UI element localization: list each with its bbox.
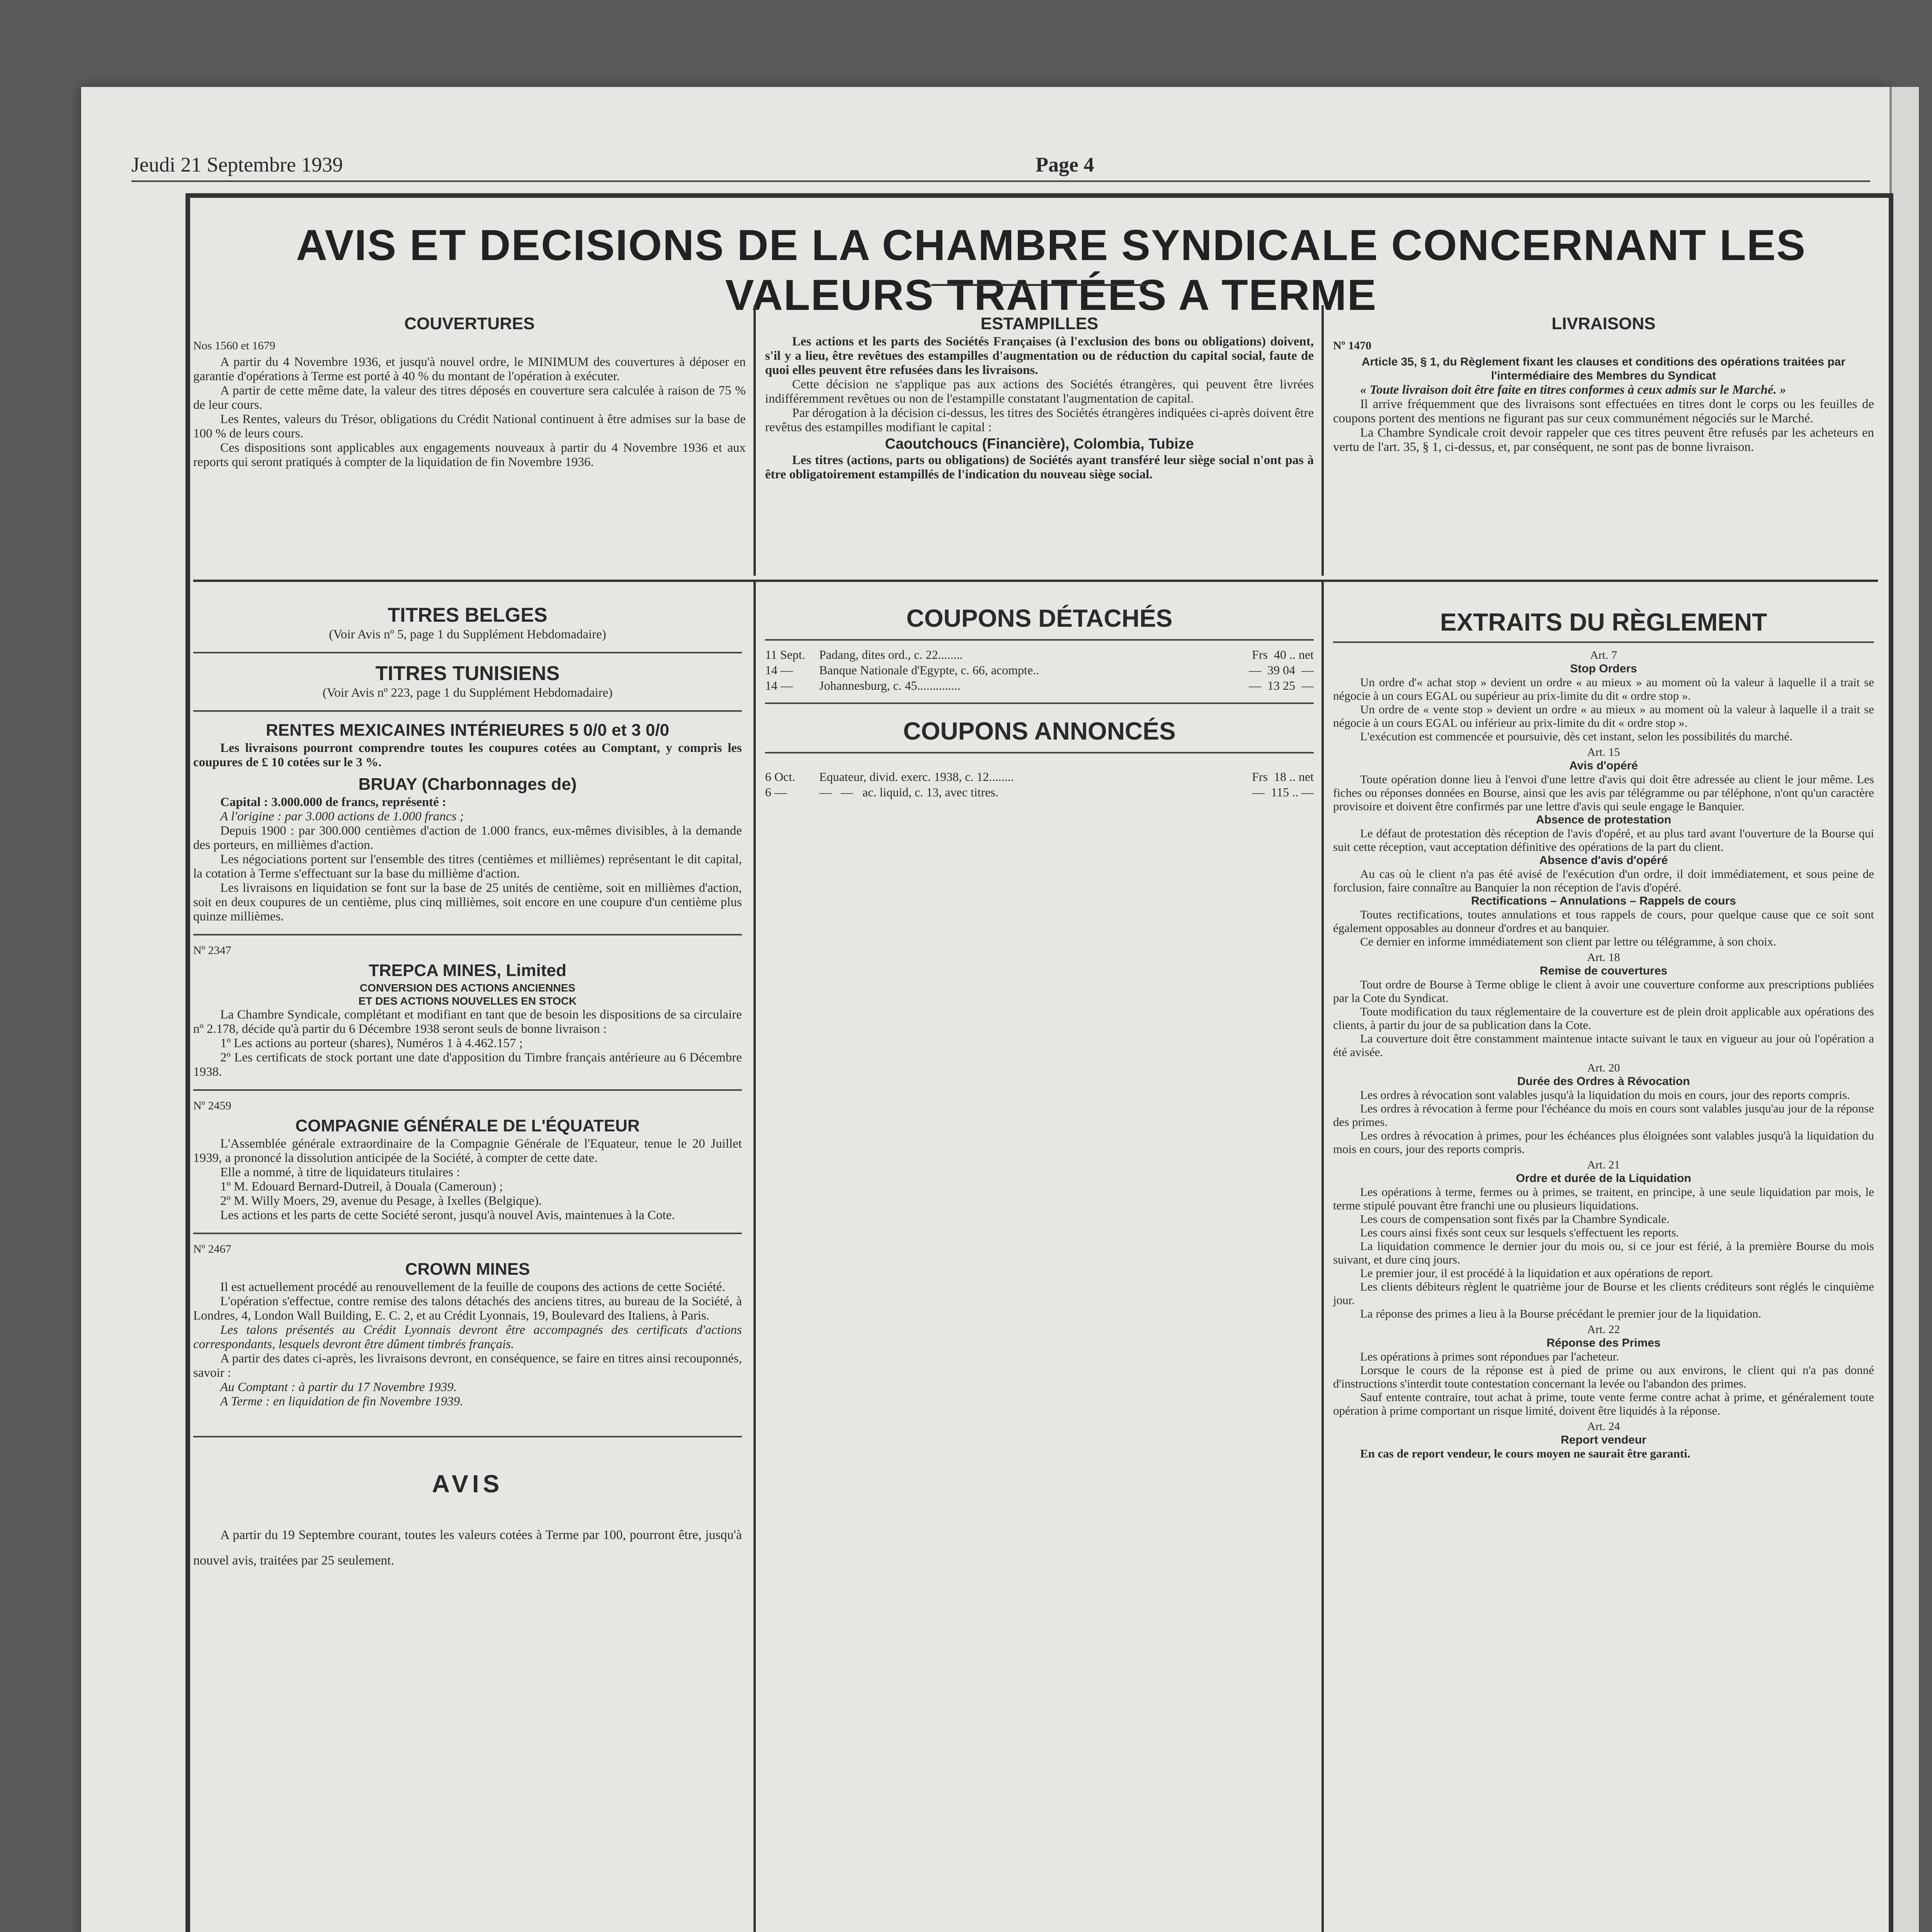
couvertures-ref: Nos 1560 et 1679: [193, 339, 276, 352]
couvertures-p2: A partir de cette même date, la valeur des titres déposés en couverture sera calculée à raison de 75 % de leur cours.: [193, 384, 746, 412]
estampilles-p1: Les actions et les parts des Sociétés Françaises (à l'exclusion des bons ou obligations) doivent, s'il y a lieu, être revêtues des estampilles d'augmentation ou de réduction du capital social, faute de quoi elles peuvent être refusées dans les livraisons.: [765, 335, 1314, 377]
remise-p2: Toute modification du taux réglementaire de la couverture est de plein droit applicable aux opérations des clients, à partir du jour de sa publication dans la Cote.: [1333, 1005, 1874, 1032]
divider: [765, 752, 1314, 753]
stop-orders-p2: Un ordre de « vente stop » devient un ordre « au mieux » au moment où la valeur à laquelle il a trait se négocie à un cours EGAL ou inférieur au prix-limite du dit « ordre stop ».: [1333, 702, 1874, 730]
livraisons-ref: Nº 1470: [1333, 339, 1372, 352]
bruay-l1: A l'origine : par 3.000 actions de 1.000 francs ;: [220, 810, 464, 823]
reponse-p2: Lorsque le cours de la réponse est à pied de prime ou aux environs, le client qui n'a pas donné d'instructions s'interdit toute contestation concernant la levée ou l'abandon des primes.: [1333, 1363, 1874, 1390]
duree-p3: Les ordres à révocation à primes, pour les échéances plus éloignées sont valables jusqu'à la liquidation du mois en cours, jour des reports compris.: [1333, 1129, 1874, 1156]
estampilles-p2: Cette décision ne s'applique pas aux actions des Sociétés étrangères, qui peuvent être livrées indifféremment revêtues ou non de l'estampille constatant l'augmentation de capital.: [765, 378, 1314, 406]
bruay-capital: Capital : 3.000.000 de francs, représenté :: [220, 795, 447, 809]
avis-text: A partir du 19 Septembre courant, toutes les valeurs cotées à Terme par 100, pourront être, jusqu'à nouvel avis, traitées par 25 seulement.: [193, 1528, 742, 1568]
remise-p1: Tout ordre de Bourse à Terme oblige le client à avoir une couverture conforme aux prescriptions publiées par la Cote du Syndicat.: [1333, 978, 1874, 1005]
livraisons-title: LIVRAISONS: [1551, 314, 1656, 333]
remise-p3: La couverture doit être constamment maintenue intacte suivant le taux en vigueur au jour où l'opération a été avisée.: [1333, 1032, 1874, 1059]
divider: [193, 1436, 742, 1437]
divider: [193, 1233, 742, 1234]
couvertures-section: [193, 313, 746, 469]
column-rule: [753, 580, 756, 1932]
absence-avis-heading: Absence d'avis d'opéré: [1539, 854, 1668, 867]
trepca-l2: 2º Les certificats de stock portant une date d'apposition du Timbre français antérieure au 6 Décembre 1938.: [193, 1051, 742, 1079]
equateur-p1: L'Assemblée générale extraordinaire de la Compagnie Générale de l'Equateur, tenue le 20 Juillet 1939, a prononcé la dissolution anticipée de la Société, à compter de cette date.: [193, 1137, 742, 1165]
duree-heading: Durée des Ordres à Révocation: [1517, 1075, 1690, 1088]
page-header: [131, 153, 1870, 176]
crown-p1: Il est actuellement procédé au renouvellement de la feuille de coupons des actions de cette Société.: [220, 1280, 725, 1294]
coupons-detaches-list: [765, 647, 1314, 693]
trepca-p1: La Chambre Syndicale, complétant et modifiant en tant que de besoin les dispositions de sa circulaire nº 2.178, décide qu'à partir du 6 Décembre 1938 seront seuls de bonne livraison :: [193, 1008, 742, 1036]
livraisons-article: Article 35, § 1, du Règlement fixant les clauses et conditions des opérations traitées par l'intermédiaire des Membres du Syndicat: [1361, 355, 1846, 382]
bruay-title: BRUAY (Charbonnages de): [358, 775, 577, 794]
equateur-p3: Les actions et les parts de cette Société seront, jusqu'à nouvel Avis, maintenues à la Cote.: [220, 1208, 675, 1222]
ordre-heading: Ordre et durée de la Liquidation: [1516, 1172, 1691, 1185]
art-22: Art. 22: [1587, 1323, 1620, 1336]
header-date: Jeudi 21 Septembre 1939: [131, 153, 343, 176]
art-7: Art. 7: [1590, 649, 1617, 662]
divider: [193, 710, 742, 712]
divider: [765, 702, 1314, 704]
rectifications-p2: Ce dernier en informe immédiatement son client par lettre ou télégramme, à son choix.: [1360, 935, 1776, 948]
estampilles-p3: Par dérogation à la décision ci-dessus, les titres des Sociétés étrangères indiquées ci-après doivent être revêtus des estampilles modifiant le capital :: [765, 406, 1314, 434]
couvertures-p3: Les Rentes, valeurs du Trésor, obligations du Crédit National continuent à être admises sur la base de 100 % de leurs cours.: [193, 412, 746, 440]
absence-protestation-heading: Absence de protestation: [1536, 813, 1672, 826]
trepca-ref: Nº 2347: [193, 944, 231, 957]
liquidation-p1: Les opérations à terme, fermes ou à primes, se traitent, en principe, à une seule liquidation par mois, le terme stipulé pouvant être franchi une ou plusieurs liquidations.: [1333, 1185, 1874, 1212]
coupon-row: 6 Oct. Equateur, divid. exerc. 1938, c. 12........ Frs 18 .. net: [765, 770, 1314, 784]
art-18: Art. 18: [1587, 951, 1620, 964]
bruay-p2: Les négociations portent sur l'ensemble des titres (centièmes et millièmes) représentant le dit capital, la cotation à Terme s'effectuant sur la base du millième d'action.: [193, 852, 742, 881]
rectifications-heading: Rectifications – Annulations – Rappels de cours: [1471, 895, 1736, 907]
couvertures-title: COUVERTURES: [404, 314, 535, 333]
crown-title: CROWN MINES: [405, 1260, 530, 1279]
reponse-p3: Sauf entente contraire, tout achat à prime, toute vente ferme contre achat à prime, et généralement toute opération à prime comportant un risque limité, doivent être liquidés à la réponse.: [1333, 1390, 1874, 1417]
trepca-sub1: CONVERSION DES ACTIONS ANCIENNES: [360, 982, 575, 994]
livraisons-section: [1333, 313, 1874, 454]
titres-tunisiens-title: TITRES TUNISIENS: [375, 662, 560, 685]
report-vendeur-heading: Report vendeur: [1561, 1434, 1646, 1446]
coupon-row: 6 — — — ac. liquid, c. 13, avec titres. — 115 .. —: [765, 785, 1314, 799]
couvertures-p4: Ces dispositions sont applicables aux engagements nouveaux à partir du 4 Novembre 1936 et aux reports qui seront pratiqués à compter de la liquidation de fin Novembre 1936.: [193, 441, 746, 469]
art-21: Art. 21: [1587, 1158, 1620, 1171]
livraisons-p1: Il arrive fréquemment que des livraisons sont effectuées en titres dont le corps ou les feuilles de coupons portent des mentions ne figurant pas sur ceux communément négociés sur le Marché.: [1333, 397, 1874, 425]
equateur-p2: Elle a nommé, à titre de liquidateurs titulaires :: [220, 1165, 460, 1179]
left-column: [193, 603, 742, 1573]
stop-orders-p3: L'exécution est commencée et poursuivie, dès cet instant, selon les possibilités du marché.: [1360, 730, 1793, 743]
liquidation-p6: Les clients débiteurs règlent le quatrième jour de Bourse et les clients créditeurs sont réglés le cinquième jour.: [1333, 1280, 1874, 1307]
crown-p3: Les talons présentés au Crédit Lyonnais devront être accompagnés des certificats d'actions correspondants, lesquels devront être dûment timbrés français.: [193, 1323, 742, 1351]
reponse-heading: Réponse des Primes: [1546, 1337, 1661, 1349]
art-15: Art. 15: [1587, 746, 1620, 759]
reponse-p1: Les opérations à primes sont répondues par l'acheteur.: [1360, 1350, 1619, 1363]
trepca-sub2: ET DES ACTIONS NOUVELLES EN STOCK: [358, 995, 577, 1007]
bruay-p3: Les livraisons en liquidation se font sur la base de 25 unités de centième, soit en millièmes d'action, soit en deux coupures de un centième, plus cinq millièmes, soit encore en une coupure d'un centième plus quinze millièmes.: [193, 881, 742, 923]
avis-title: AVIS: [432, 1470, 503, 1498]
coupon-row: 14 — Johannesburg, c. 45.............. — 13 25 —: [765, 679, 1314, 692]
stop-orders-p1: Un ordre d'« achat stop » devient un ordre « au mieux » au moment où la valeur à laquelle il a trait se négocie à un cours EGAL ou supérieur au prix-limite du dit « ordre stop ».: [1333, 675, 1874, 702]
middle-column: [765, 603, 1314, 800]
liquidation-p7: La réponse des primes a lieu à la Bourse précédant le premier jour de la liquidation.: [1360, 1307, 1762, 1320]
titres-belges-title: TITRES BELGES: [388, 604, 548, 626]
duree-p1: Les ordres à révocation sont valables jusqu'à la liquidation du mois en cours, jour des reports compris.: [1360, 1088, 1850, 1102]
crown-p4: A partir des dates ci-après, les livraisons devront, en conséquence, se faire en titres ainsi recouponnés, savoir :: [193, 1352, 742, 1380]
stop-orders-heading: Stop Orders: [1570, 662, 1637, 675]
column-rule: [1321, 580, 1324, 1932]
divider: [765, 639, 1314, 641]
absence-protestation-p: Le défaut de protestation dès réception de l'avis d'opéré, et au plus tard avant l'ouverture de la Bourse qui suit cette réception, vaut acceptation définitive des opérations de la part du client.: [1333, 827, 1874, 854]
remise-heading: Remise de couvertures: [1539, 964, 1668, 977]
equateur-title: COMPAGNIE GÉNÉRALE DE L'ÉQUATEUR: [295, 1116, 640, 1135]
column-rule: [1321, 305, 1324, 576]
coupons-detaches-title: COUPONS DÉTACHÉS: [906, 604, 1173, 632]
crown-p2: L'opération s'effectue, contre remise des talons détachés des anciens titres, au bureau de la Société, à Londres, 4, London Wall Building, E. C. 2, et au Crédit Lyonnais, 19, Boulevard des Italiens, à Paris.: [193, 1294, 742, 1323]
liquidation-p2: Les cours de compensation sont fixés par la Chambre Syndicale.: [1360, 1212, 1670, 1226]
art-20: Art. 20: [1587, 1061, 1620, 1074]
bruay-l2: Depuis 1900 : par 300.000 centièmes d'action de 1.000 francs, eux-mêmes divisibles, à la demande des porteurs, en millièmes d'action.: [193, 824, 742, 852]
crown-l1: Au Comptant : à partir du 17 Novembre 1939.: [220, 1380, 457, 1394]
absence-avis-p: Au cas où le client n'a pas été avisé de l'exécution d'un ordre, il doit immédiatement, et sous peine de forclusion, faire connaître au Banquier la non réception de l'avis d'opéré.: [1333, 867, 1874, 894]
rentes-title: RENTES MEXICAINES INTÉRIEURES 5 0/0 et 3 0/0: [265, 721, 670, 740]
crown-l2: A Terme : en liquidation de fin Novembre 1939.: [220, 1395, 463, 1408]
rentes-text: Les livraisons pourront comprendre toutes les coupures cotées au Comptant, y compris les coupures de £ 10 cotées sur le 3 %.: [193, 741, 742, 769]
titres-tunisiens-note: (Voir Avis nº 223, page 1 du Supplément Hebdomadaire): [322, 686, 613, 700]
divider: [193, 934, 742, 935]
liquidation-p4: La liquidation commence le dernier jour du mois ou, si ce jour est férié, à la première Bourse du mois suivant, et dure cinq jours.: [1333, 1239, 1874, 1266]
equateur-ref: Nº 2459: [193, 1099, 231, 1112]
main-title: AVIS ET DECISIONS DE LA CHAMBRE SYNDICALE CONCERNANT LES VALEURS TRAITÉES A TERME: [296, 221, 1806, 319]
liquidation-p5: Le premier jour, il est procédé à la liquidation et aux opérations de report.: [1360, 1266, 1713, 1280]
livraisons-quote: « Toute livraison doit être faite en titres conformes à ceux admis sur le Marché. »: [1360, 383, 1786, 397]
header-page: Page 4: [1036, 153, 1094, 176]
column-rule: [753, 305, 756, 576]
coupons-annonces-list: [765, 769, 1314, 800]
estampilles-p4: Les titres (actions, parts ou obligations) de Sociétés ayant transféré leur siège social n'ont pas à être obligatoirement estampillés de l'indication du nouveau siège social.: [765, 453, 1314, 481]
page-edge: [1889, 87, 1919, 1932]
coupon-row: 14 — Banque Nationale d'Egypte, c. 66, acompte.. — 39 04 —: [765, 663, 1314, 677]
avis-opere-heading: Avis d'opéré: [1569, 759, 1638, 772]
coupon-row: 11 Sept. Padang, dites ord., c. 22........ Frs 40 .. net: [765, 648, 1314, 662]
divider: [193, 1089, 742, 1091]
avis-opere-p1: Toute opération donne lieu à l'envoi d'une lettre d'avis qui doit être adressée au client le jour même. Les fiches ou réponses données en Bourse, ainsi que les avis par télégramme ou par téléphone, n'ont qu'un caractère provisoire et doivent être confirmés par une lettre d'avis qui seule engage le Banquier.: [1333, 772, 1874, 813]
section-rule: [193, 580, 1878, 582]
extraits-title: EXTRAITS DU RÈGLEMENT: [1440, 608, 1767, 636]
art-24: Art. 24: [1587, 1420, 1620, 1433]
trepca-l1: 1º Les actions au porteur (shares), Numéros 1 à 4.462.157 ;: [220, 1036, 523, 1050]
estampilles-companies: Caoutchoucs (Financière), Colombia, Tubize: [885, 436, 1194, 452]
livraisons-p2: La Chambre Syndicale croit devoir rappeler que ces titres peuvent être refusés par les acheteurs en vertu de l'art. 35, § 1, ci-dessus, et, par conséquent, ne sont pas de bonne livraison.: [1333, 426, 1874, 454]
estampilles-title: ESTAMPILLES: [980, 314, 1099, 333]
title-rule: [931, 284, 1148, 286]
report-vendeur-p: En cas de report vendeur, le cours moyen ne saurait être garanti.: [1360, 1447, 1690, 1460]
duree-p2: Les ordres à révocation à ferme pour l'échéance du mois en cours sont valables jusqu'au jour de la réponse des primes.: [1333, 1102, 1874, 1129]
couvertures-p1: A partir du 4 Novembre 1936, et jusqu'à nouvel ordre, le MINIMUM des couvertures à déposer en garantie d'opérations à Terme est porté à 40 % du montant de l'opération à exécuter.: [193, 355, 746, 383]
coupons-annonces-title: COUPONS ANNONCÉS: [903, 717, 1176, 745]
crown-ref: Nº 2467: [193, 1243, 231, 1255]
trepca-title: TREPCA MINES, Limited: [369, 961, 566, 980]
extraits-section: [1333, 607, 1874, 1460]
rectifications-p1: Toutes rectifications, toutes annulations et tous rappels de cours, pour quelque cause que ce soit sont également opposables au donneur d'ordres et au banquier.: [1333, 908, 1874, 935]
titres-belges-note: (Voir Avis nº 5, page 1 du Supplément Hebdomadaire): [329, 628, 606, 641]
equateur-l1: 1º M. Edouard Bernard-Dutreil, à Douala (Cameroun) ;: [220, 1180, 503, 1194]
liquidation-p3: Les cours ainsi fixés sont ceux sur lesquels s'effectuent les reports.: [1360, 1226, 1679, 1239]
equateur-l2: 2º M. Willy Moers, 29, avenue du Pesage, à Ixelles (Belgique).: [220, 1194, 542, 1208]
divider: [193, 652, 742, 653]
estampilles-section: [765, 313, 1314, 482]
divider: [1333, 641, 1874, 643]
